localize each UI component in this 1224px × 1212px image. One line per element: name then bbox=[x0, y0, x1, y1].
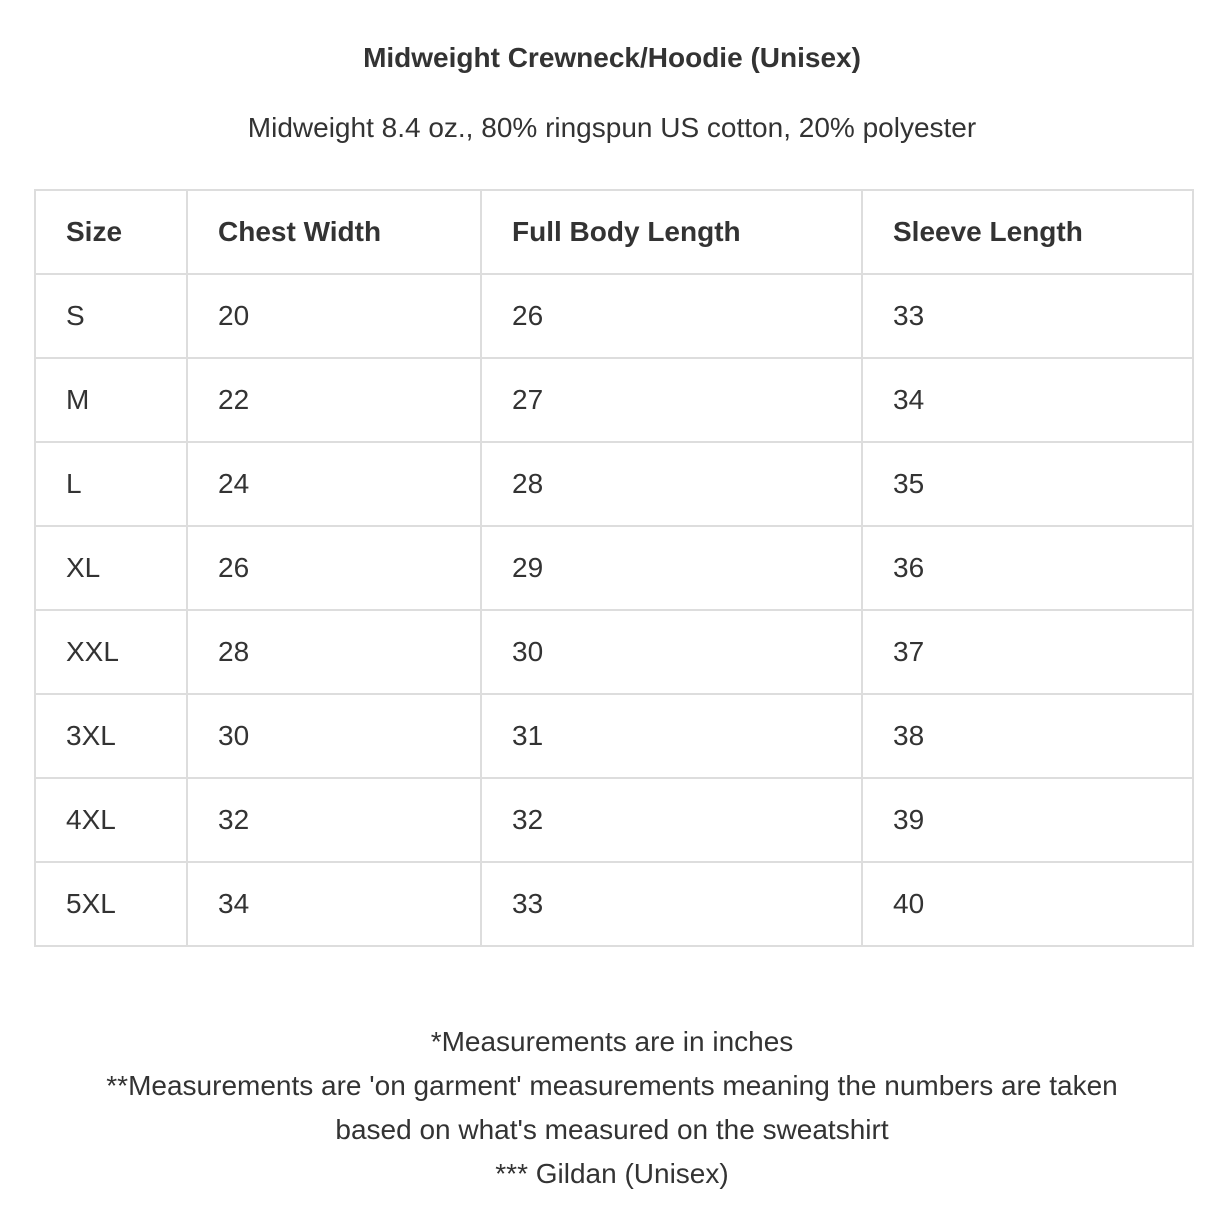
cell-full-body-length: 27 bbox=[481, 358, 862, 442]
table-row bbox=[35, 526, 1193, 610]
cell-sleeve-length: 35 bbox=[862, 442, 1193, 526]
cell-size: M bbox=[35, 358, 187, 442]
column-header-sleeve-length: Sleeve Length bbox=[862, 190, 1193, 274]
cell-size: 4XL bbox=[35, 778, 187, 862]
table-row bbox=[35, 274, 1193, 358]
table-row bbox=[35, 442, 1193, 526]
page-title: Midweight Crewneck/Hoodie (Unisex) bbox=[363, 42, 861, 73]
table-row bbox=[35, 610, 1193, 694]
table-row bbox=[35, 778, 1193, 862]
cell-chest-width: 24 bbox=[187, 442, 481, 526]
column-header-size: Size bbox=[35, 190, 187, 274]
cell-chest-width: 32 bbox=[187, 778, 481, 862]
table-header-row bbox=[35, 190, 1193, 274]
cell-full-body-length: 32 bbox=[481, 778, 862, 862]
cell-chest-width: 22 bbox=[187, 358, 481, 442]
cell-full-body-length: 29 bbox=[481, 526, 862, 610]
cell-full-body-length: 30 bbox=[481, 610, 862, 694]
cell-sleeve-length: 34 bbox=[862, 358, 1193, 442]
size-chart-table bbox=[34, 189, 1194, 947]
cell-chest-width: 20 bbox=[187, 274, 481, 358]
note-on-garment: **Measurements are 'on garment' measurements meaning the numbers are taken bbox=[106, 1070, 1118, 1101]
cell-sleeve-length: 38 bbox=[862, 694, 1193, 778]
cell-size: XL bbox=[35, 526, 187, 610]
measurement-notes bbox=[0, 1020, 1224, 1196]
cell-size: 3XL bbox=[35, 694, 187, 778]
cell-sleeve-length: 39 bbox=[862, 778, 1193, 862]
cell-full-body-length: 28 bbox=[481, 442, 862, 526]
table-row bbox=[35, 862, 1193, 946]
note-units: *Measurements are in inches bbox=[430, 1026, 794, 1057]
column-header-full-body-length: Full Body Length bbox=[481, 190, 862, 274]
cell-size: L bbox=[35, 442, 187, 526]
page-subtitle: Midweight 8.4 oz., 80% ringspun US cotton, 20% polyester bbox=[247, 112, 977, 143]
cell-size: XXL bbox=[35, 610, 187, 694]
cell-sleeve-length: 40 bbox=[862, 862, 1193, 946]
cell-size: 5XL bbox=[35, 862, 187, 946]
cell-size: S bbox=[35, 274, 187, 358]
cell-sleeve-length: 37 bbox=[862, 610, 1193, 694]
cell-full-body-length: 31 bbox=[481, 694, 862, 778]
cell-sleeve-length: 36 bbox=[862, 526, 1193, 610]
cell-chest-width: 28 bbox=[187, 610, 481, 694]
cell-chest-width: 34 bbox=[187, 862, 481, 946]
cell-full-body-length: 33 bbox=[481, 862, 862, 946]
table-row bbox=[35, 358, 1193, 442]
cell-chest-width: 30 bbox=[187, 694, 481, 778]
cell-sleeve-length: 33 bbox=[862, 274, 1193, 358]
note-brand: *** Gildan (Unisex) bbox=[495, 1158, 729, 1189]
table-row bbox=[35, 694, 1193, 778]
column-header-chest-width: Chest Width bbox=[187, 190, 481, 274]
note-on-garment-continued: based on what's measured on the sweatshirt bbox=[335, 1114, 889, 1145]
cell-full-body-length: 26 bbox=[481, 274, 862, 358]
cell-chest-width: 26 bbox=[187, 526, 481, 610]
